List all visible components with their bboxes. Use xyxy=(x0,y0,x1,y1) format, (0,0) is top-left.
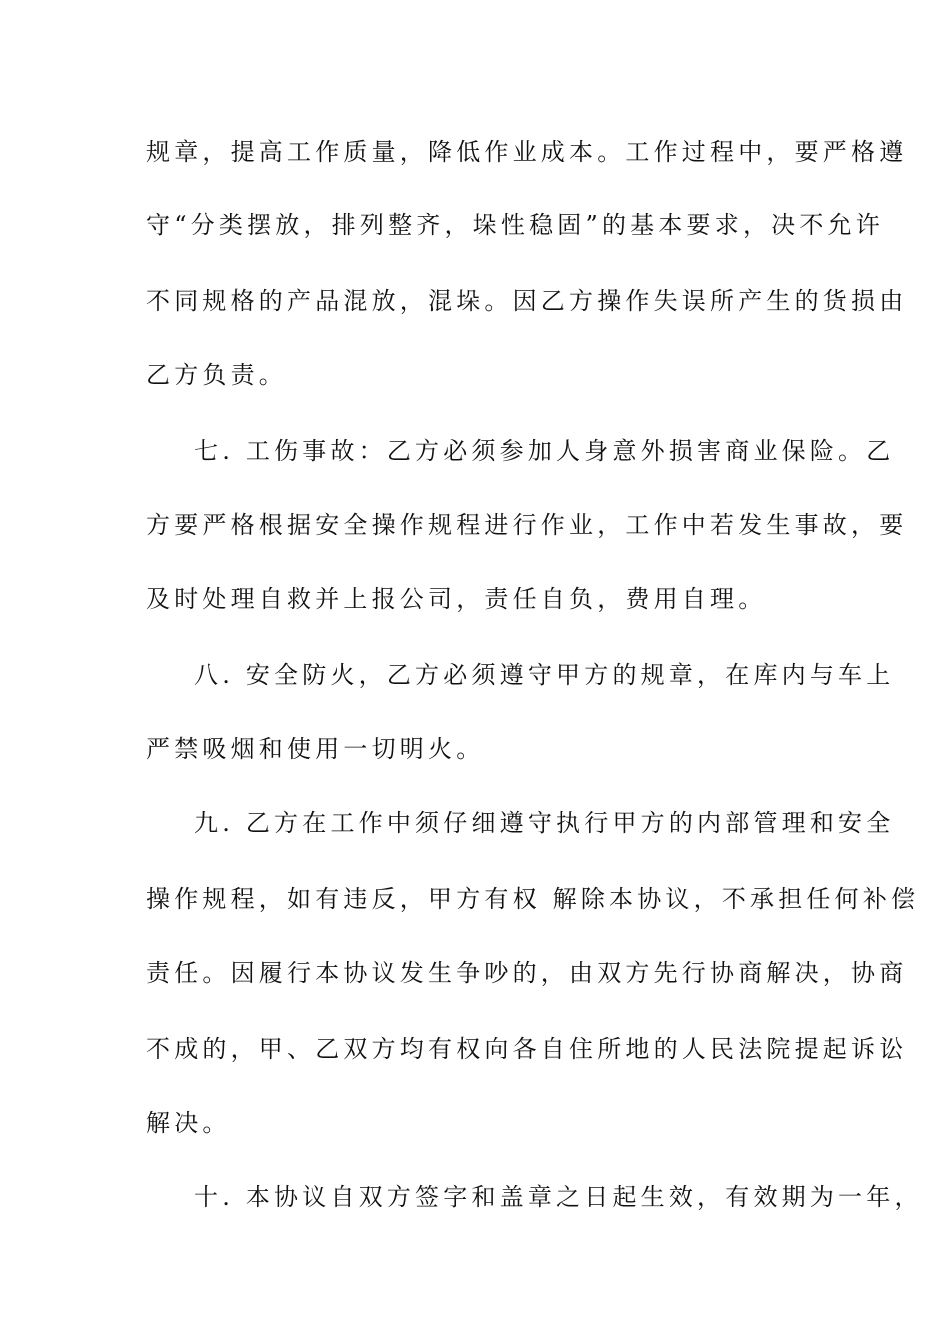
paragraph-line: 严禁吸烟和使用一切明火。 xyxy=(146,735,485,763)
clause-ten-heading: 十. 本协议自双方签字和盖章之日起生效，有效期为一年， xyxy=(194,1183,923,1211)
paragraph-line: 不成的，甲、乙双方均有权向各自住所地的人民法院提起诉讼 xyxy=(146,1035,908,1063)
clause-seven-heading: 七. 工伤事故：乙方必须参加人身意外损害商业保险。乙 xyxy=(194,437,895,465)
paragraph-line: 解决。 xyxy=(146,1109,231,1137)
clause-eight-heading: 八. 安全防火，乙方必须遵守甲方的规章，在库内与车上 xyxy=(194,661,895,689)
paragraph-line: 及时处理自救并上报公司，责任自负，费用自理。 xyxy=(146,585,767,613)
clause-nine-heading: 九. 乙方在工作中须仔细遵守执行甲方的内部管理和安全 xyxy=(194,809,895,837)
paragraph-line: 规章，提高工作质量，降低作业成本。工作过程中，要严格遵 xyxy=(146,138,908,166)
paragraph-line: 不同规格的产品混放，混垛。因乙方操作失误所产生的货损由 xyxy=(146,287,908,315)
paragraph-line: 方要严格根据安全操作规程进行作业，工作中若发生事故，要 xyxy=(146,511,908,539)
paragraph-line: 操作规程，如有违反，甲方有权 解除本协议，不承担任何补偿 xyxy=(146,885,920,913)
paragraph-line: 守“分类摆放，排列整齐，垛性稳固”的基本要求，决不允许 xyxy=(146,211,884,239)
paragraph-line: 乙方负责。 xyxy=(146,361,287,389)
paragraph-line: 责任。因履行本协议发生争吵的，由双方先行协商解决，协商 xyxy=(146,959,908,987)
